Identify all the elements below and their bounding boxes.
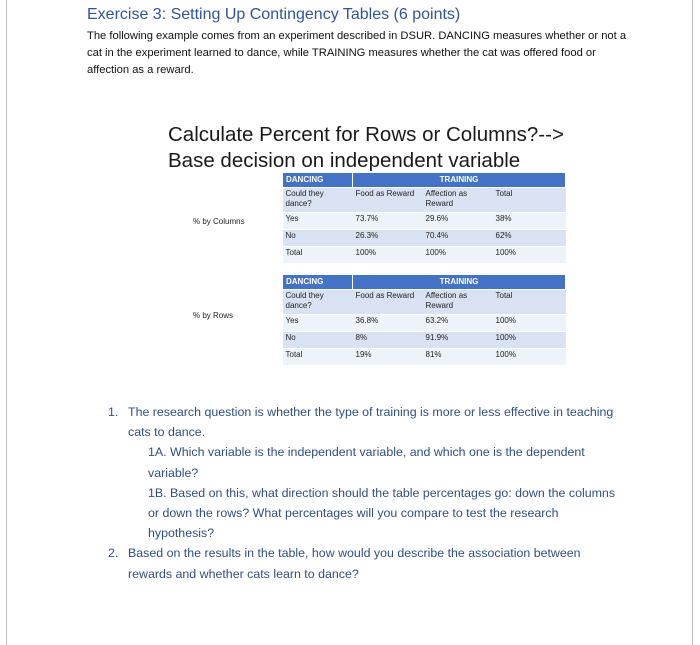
table-row	[283, 332, 566, 349]
column-label-row	[283, 188, 566, 213]
exercise-title: Exercise 3: Setting Up Contingency Tables (6 points)	[87, 6, 461, 23]
question-1-text: The research question is whether the type of training is more or less effective in teaching cats to dance.	[128, 405, 614, 440]
food-column-header: Food as Reward	[353, 188, 423, 213]
question-2-number: 2.	[108, 546, 119, 561]
side-label-rows: % by Rows	[193, 311, 234, 320]
total-column-header: Total	[493, 188, 566, 213]
question-list	[108, 402, 628, 584]
food-cell: 73.7%	[353, 213, 423, 230]
exercise-intro: The following example comes from an experiment described in DSUR. DANCING measures whether or not a cat in the experiment learned to dance, while TRAINING measures whether the cat was offered food or affection as a reward.	[87, 30, 627, 76]
page-edge-right	[692, 0, 693, 645]
affection-cell: 100%	[423, 247, 493, 264]
column-label-row	[283, 290, 566, 315]
training-header: TRAINING	[353, 275, 566, 290]
question-1	[108, 402, 628, 442]
affection-cell: 70.4%	[423, 230, 493, 247]
row-label: No	[283, 230, 353, 247]
food-cell: 8%	[353, 332, 423, 349]
affection-cell: 63.2%	[423, 315, 493, 332]
question-1b: 1B. Based on this, what direction should the table percentages go: down the columns or down the rows? What percentages will you compare to test the research hypothesis?	[148, 485, 616, 541]
food-cell: 26.3%	[353, 230, 423, 247]
food-column-header: Food as Reward	[353, 290, 423, 315]
row-label: Yes	[283, 315, 353, 332]
affection-cell: 29.6%	[423, 213, 493, 230]
question-2-text: Based on the results in the table, how would you describe the association between rewards and whether cats learn to dance?	[128, 546, 581, 581]
row-percent-table	[282, 274, 566, 365]
total-cell: 100%	[493, 247, 566, 264]
affection-column-header: Affection as Reward	[423, 188, 493, 213]
training-header: TRAINING	[353, 173, 566, 188]
affection-column-header: Affection as Reward	[423, 290, 493, 315]
table-header-row	[283, 173, 566, 188]
row-label: Total	[283, 247, 353, 264]
table-row	[283, 349, 566, 366]
total-cell: 100%	[493, 349, 566, 366]
row-label: Total	[283, 349, 353, 366]
affection-cell: 81%	[423, 349, 493, 366]
table-row	[283, 315, 566, 332]
slide-heading-line1: Calculate Percent for Rows or Columns?-->	[168, 123, 564, 146]
table-row	[283, 247, 566, 264]
question-1a: 1A. Which variable is the independent variable, and which one is the dependent variable?	[148, 445, 585, 480]
dancing-header: DANCING	[283, 173, 353, 188]
affection-cell: 91.9%	[423, 332, 493, 349]
page-edge-left	[6, 0, 7, 645]
dancing-header: DANCING	[283, 275, 353, 290]
table-header-row	[283, 275, 566, 290]
food-cell: 100%	[353, 247, 423, 264]
total-cell: 38%	[493, 213, 566, 230]
side-label-columns: % by Columns	[193, 217, 245, 226]
row-label: No	[283, 332, 353, 349]
food-cell: 36.8%	[353, 315, 423, 332]
row-label: Yes	[283, 213, 353, 230]
row-label-header: Could they dance?	[283, 188, 353, 213]
table-row	[283, 213, 566, 230]
slide-heading-line2: Base decision on independent variable	[168, 149, 521, 172]
question-2	[108, 543, 628, 583]
slide-heading	[168, 122, 564, 174]
table-row	[283, 230, 566, 247]
food-cell: 19%	[353, 349, 423, 366]
row-label-header: Could they dance?	[283, 290, 353, 315]
question-1-number: 1.	[108, 405, 119, 419]
total-cell: 62%	[493, 230, 566, 247]
total-cell: 100%	[493, 332, 566, 349]
total-cell: 100%	[493, 315, 566, 332]
column-percent-table	[282, 172, 566, 263]
total-column-header: Total	[493, 290, 566, 315]
